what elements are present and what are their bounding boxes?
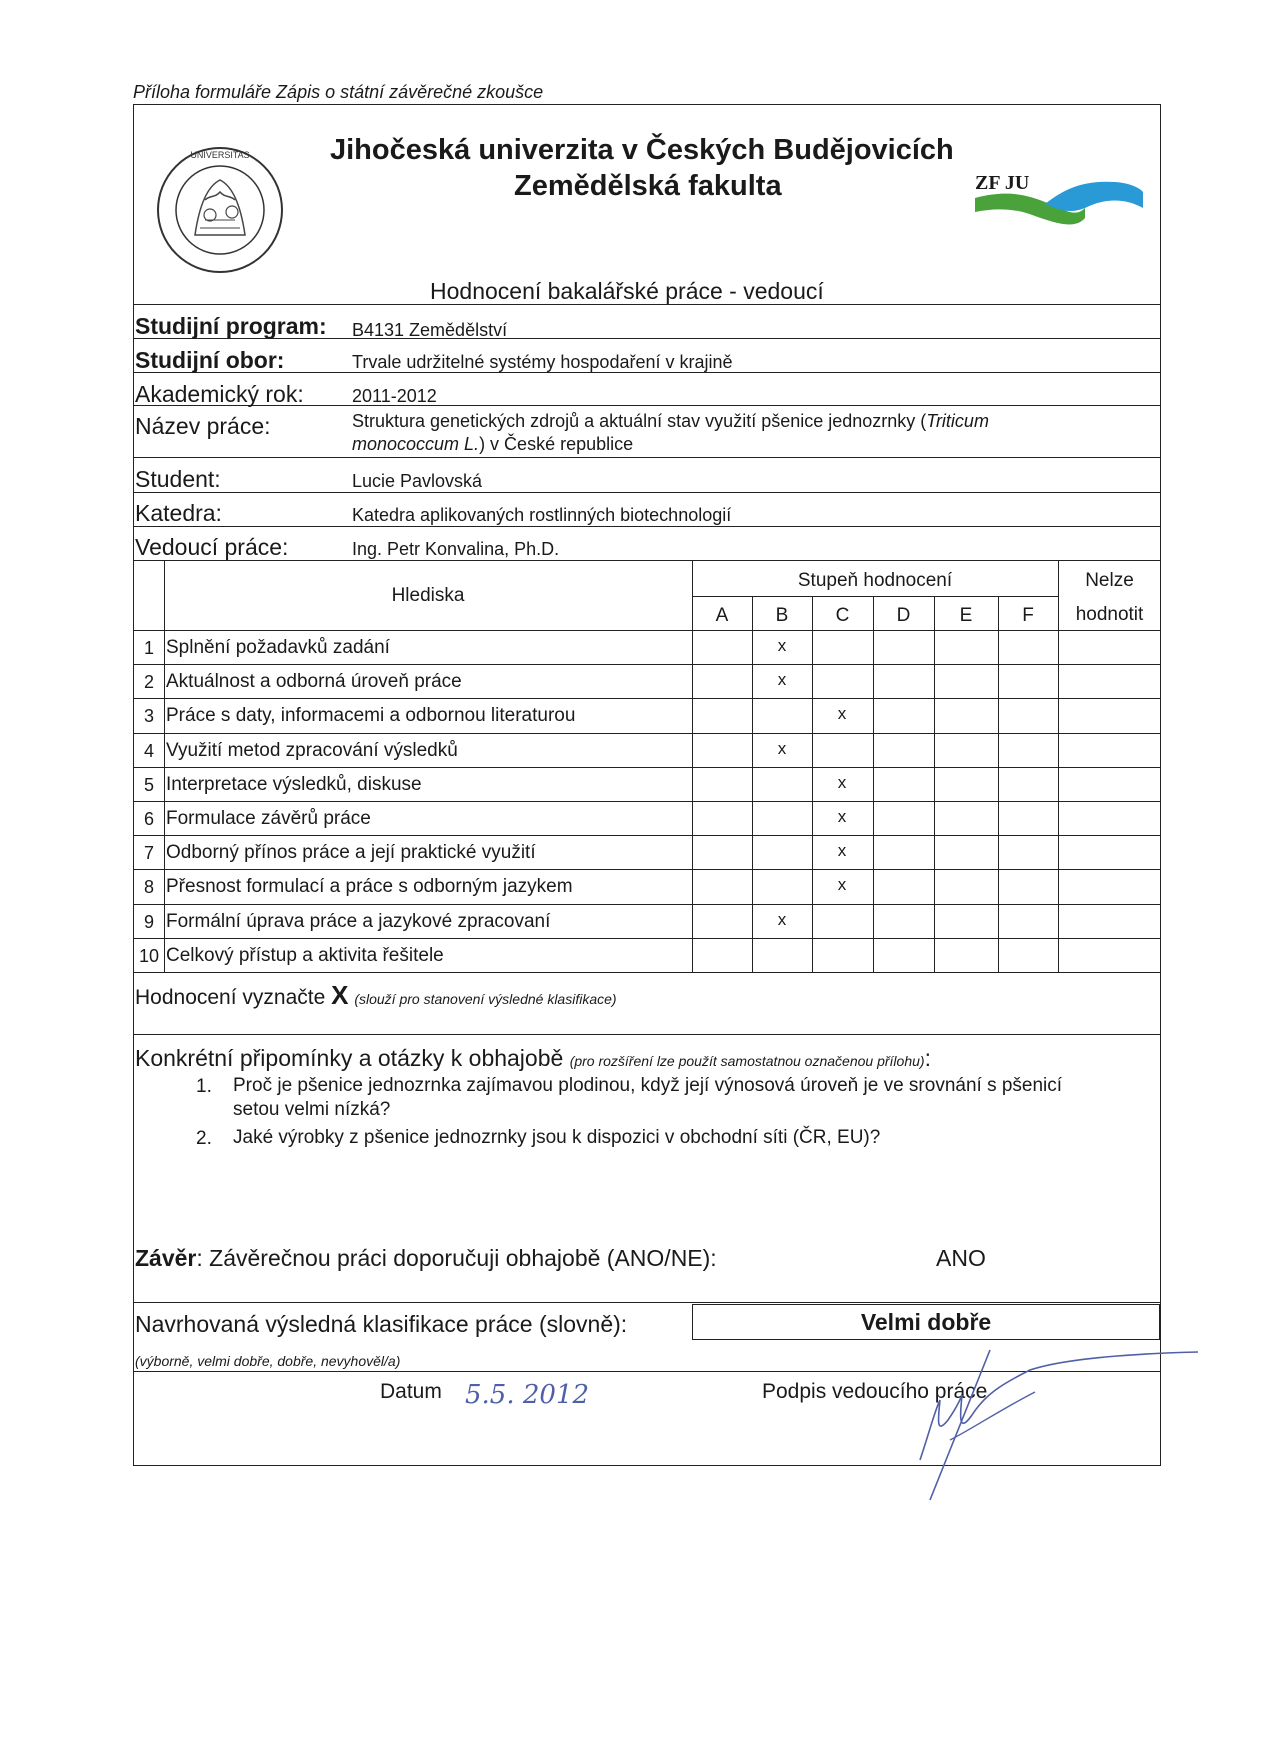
svg-text:UNIVERSITAS: UNIVERSITAS [190, 150, 250, 160]
program-value: B4131 Zemědělství [352, 320, 508, 340]
vedouci-value: Ing. Petr Konvalina, Ph.D. [352, 539, 560, 559]
grade-mark: x [837, 772, 847, 792]
remarks-title: Konkrétní připomínky a otázky k obhajobě (pro rozšíření lze použít samostatnou označenou přílohu): [135, 1045, 931, 1071]
divider [133, 767, 1161, 768]
faculty-name: Zemědělská fakulta [514, 170, 782, 202]
datum-label: Datum [380, 1380, 442, 1403]
grade-mark: x [837, 875, 847, 895]
grade-mark: x [837, 704, 847, 724]
nelze-header-1: Nelze [1085, 570, 1134, 591]
divider [133, 904, 1161, 905]
row-criterion: Formulace závěrů práce [166, 808, 371, 829]
rok-label: Akademický rok: [135, 381, 304, 407]
university-name: Jihočeská univerzita v Českých Budějovicích [330, 134, 954, 166]
grade-mark: x [777, 909, 787, 929]
row-number: 4 [143, 740, 154, 761]
row-number: 8 [143, 877, 154, 898]
divider [133, 972, 1161, 973]
divider [133, 664, 1161, 665]
row-number: 1 [143, 638, 154, 658]
divider [873, 596, 874, 972]
top-note: Příloha formuláře Zápis o státní závěrečné zkoušce [133, 82, 544, 102]
datum-value: 5.5. 2012 [465, 1380, 590, 1410]
grade-header-a: A [715, 605, 729, 626]
divider [934, 596, 935, 972]
divider [133, 304, 1161, 305]
zfju-logo-icon [975, 168, 1145, 238]
grade-mark: x [777, 636, 787, 655]
zfju-logo-text: ZF JU [975, 172, 1030, 194]
divider [133, 492, 1161, 493]
row-criterion: Interpretace výsledků, diskuse [166, 773, 422, 795]
row-criterion: Odborný přínos práce a její praktické využití [166, 842, 536, 864]
obor-label: Studijní obor: [135, 347, 285, 373]
divider [998, 596, 999, 972]
conclusion-label: Závěr: Závěrečnou práci doporučuji obhajobě (ANO/NE): [135, 1245, 717, 1271]
row-criterion: Formální úprava práce a jazykové zpracovaní [166, 910, 551, 932]
divider [133, 1302, 1161, 1303]
podpis-label: Podpis vedoucího práce [762, 1380, 988, 1403]
row-number: 2 [143, 672, 154, 693]
program-label: Studijní program: [135, 313, 327, 339]
divider [133, 457, 1161, 458]
grade-mark: x [777, 738, 787, 758]
grade-header-e: E [959, 605, 973, 626]
question-1-number: 1. [196, 1076, 212, 1097]
row-criterion: Využití metod zpracování výsledků [166, 739, 458, 761]
divider [133, 938, 1161, 939]
row-number: 7 [143, 843, 154, 864]
row-number: 3 [143, 706, 154, 727]
divider [133, 1034, 1161, 1035]
obor-value: Trvale udržitelné systémy hospodaření v krajině [352, 352, 733, 372]
divider [133, 526, 1161, 527]
divider [133, 733, 1161, 734]
question-2-line-1: Jaké výrobky z pšenice jednozrnky jsou k dispozici v obchodní síti (ČR, EU)? [233, 1127, 881, 1148]
classification-note: (výborně, velmi dobře, dobře, nevyhověl/a) [135, 1353, 401, 1369]
grade-header-d: D [896, 605, 911, 626]
classification-value: Velmi dobře [692, 1304, 1160, 1340]
row-criterion: Aktuálnost a odborná úroveň práce [166, 671, 462, 693]
vedouci-label: Vedoucí práce: [135, 534, 289, 560]
classification-label: Navrhovaná výsledná klasifikace práce (slovně): [135, 1311, 628, 1337]
row-number: 9 [143, 911, 154, 932]
katedra-value: Katedra aplikovaných rostlinných biotechnologií [352, 505, 732, 525]
divider [164, 560, 165, 972]
grade-header-b: B [775, 605, 789, 626]
signature-icon [860, 1340, 1200, 1510]
divider [692, 596, 1058, 597]
legend: Hodnocení vyznačte X (slouží pro stanovení výsledné klasifikace) [135, 980, 617, 1010]
rok-value: 2011-2012 [352, 386, 437, 406]
grade-header-c: C [835, 605, 850, 626]
katedra-label: Katedra: [135, 500, 222, 526]
divider [133, 835, 1161, 836]
divider [133, 698, 1161, 699]
stupen-header: Stupeň hodnocení [797, 570, 953, 591]
row-number: 6 [143, 809, 154, 829]
grade-mark: x [837, 841, 847, 861]
grade-mark: x [777, 670, 787, 690]
row-criterion: Celkový přístup a aktivita řešitele [166, 944, 444, 966]
university-seal-icon [150, 140, 290, 280]
hlediska-header: Hlediska [391, 585, 465, 606]
grade-mark: x [837, 807, 847, 826]
row-criterion: Splnění požadavků zadání [166, 637, 390, 658]
document-title: Hodnocení bakalářské práce - vedoucí [430, 278, 824, 304]
row-number: 5 [143, 774, 154, 795]
conclusion-value: ANO [936, 1245, 986, 1271]
student-value: Lucie Pavlovská [352, 471, 483, 491]
divider [133, 801, 1161, 802]
student-label: Student: [135, 466, 221, 492]
row-criterion: Práce s daty, informacemi a odbornou literaturou [166, 705, 576, 727]
divider [133, 630, 1161, 631]
nazev-label: Název práce: [135, 413, 271, 439]
grade-header-f: F [1022, 605, 1034, 626]
row-number: 10 [138, 945, 160, 966]
nazev-value: Struktura genetických zdrojů a aktuální stav využití pšenice jednozrnky (Triticum monococcum L.) v České republice [352, 411, 989, 454]
divider [133, 869, 1161, 870]
question-1-line-1: Proč je pšenice jednozrnka zajímavou plodinou, když její výnosová úroveň je ve srovnání s pšenicí [233, 1075, 1063, 1096]
nelze-header-2: hodnotit [1075, 604, 1144, 625]
row-criterion: Přesnost formulací a práce s odborným jazykem [166, 876, 573, 898]
question-1-line-2: setou velmi nízká? [233, 1099, 391, 1120]
question-2-number: 2. [196, 1128, 212, 1149]
